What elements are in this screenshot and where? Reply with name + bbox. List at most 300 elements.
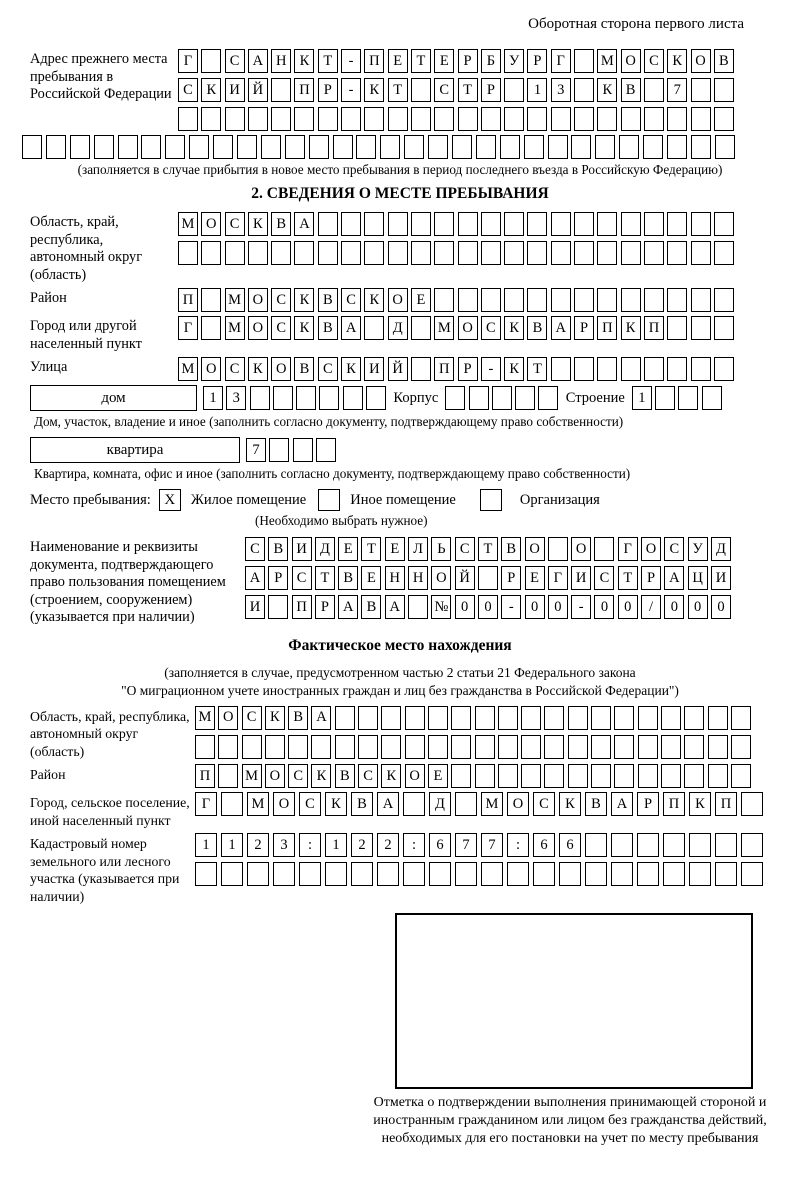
- char-box[interactable]: [504, 212, 524, 236]
- char-box[interactable]: [343, 386, 363, 410]
- char-box[interactable]: [380, 135, 400, 159]
- char-box[interactable]: М: [225, 288, 245, 312]
- char-box[interactable]: В: [288, 706, 308, 730]
- char-box[interactable]: [451, 764, 471, 788]
- char-box[interactable]: К: [559, 792, 581, 816]
- char-box[interactable]: [731, 764, 751, 788]
- char-box[interactable]: 3: [226, 386, 246, 410]
- char-box[interactable]: В: [351, 792, 373, 816]
- char-box[interactable]: [271, 241, 291, 265]
- char-box[interactable]: [644, 241, 664, 265]
- char-box[interactable]: К: [248, 212, 268, 236]
- char-box[interactable]: [504, 107, 524, 131]
- char-box[interactable]: [411, 241, 431, 265]
- char-box[interactable]: [285, 135, 305, 159]
- char-box[interactable]: [714, 357, 734, 381]
- char-box[interactable]: [429, 862, 451, 886]
- char-box[interactable]: [644, 357, 664, 381]
- char-box[interactable]: В: [714, 49, 734, 73]
- char-box[interactable]: Н: [408, 566, 428, 590]
- char-box[interactable]: [644, 212, 664, 236]
- char-box[interactable]: -: [481, 357, 501, 381]
- char-box[interactable]: [481, 288, 501, 312]
- char-box[interactable]: -: [571, 595, 591, 619]
- char-box[interactable]: [481, 241, 501, 265]
- char-box[interactable]: [388, 212, 408, 236]
- char-box[interactable]: [469, 386, 489, 410]
- char-box[interactable]: О: [248, 316, 268, 340]
- char-box[interactable]: [364, 241, 384, 265]
- char-box[interactable]: Н: [271, 49, 291, 73]
- char-box[interactable]: [458, 288, 478, 312]
- char-box[interactable]: [621, 288, 641, 312]
- char-box[interactable]: О: [458, 316, 478, 340]
- char-box[interactable]: [637, 833, 659, 857]
- char-box[interactable]: [411, 78, 431, 102]
- char-box[interactable]: [551, 288, 571, 312]
- char-box[interactable]: Д: [315, 537, 335, 561]
- char-box[interactable]: [451, 735, 471, 759]
- char-box[interactable]: [178, 107, 198, 131]
- char-box[interactable]: К: [294, 288, 314, 312]
- char-box[interactable]: [559, 862, 581, 886]
- char-box[interactable]: 3: [273, 833, 295, 857]
- char-box[interactable]: А: [611, 792, 633, 816]
- char-box[interactable]: Р: [501, 566, 521, 590]
- char-box[interactable]: [458, 241, 478, 265]
- char-box[interactable]: [141, 135, 161, 159]
- char-box[interactable]: [691, 241, 711, 265]
- char-box[interactable]: [621, 241, 641, 265]
- char-box[interactable]: О: [271, 357, 291, 381]
- char-box[interactable]: В: [361, 595, 381, 619]
- char-box[interactable]: [621, 107, 641, 131]
- char-box[interactable]: [533, 862, 555, 886]
- char-box[interactable]: [325, 862, 347, 886]
- char-box[interactable]: [667, 107, 687, 131]
- char-box[interactable]: [691, 357, 711, 381]
- char-box[interactable]: [358, 735, 378, 759]
- char-box[interactable]: [611, 862, 633, 886]
- char-box[interactable]: Г: [551, 49, 571, 73]
- char-box[interactable]: [667, 212, 687, 236]
- char-box[interactable]: О: [218, 706, 238, 730]
- char-box[interactable]: [585, 862, 607, 886]
- char-box[interactable]: В: [271, 212, 291, 236]
- char-box[interactable]: К: [248, 357, 268, 381]
- char-box[interactable]: [318, 107, 338, 131]
- char-box[interactable]: С: [341, 288, 361, 312]
- char-box[interactable]: [621, 357, 641, 381]
- char-box[interactable]: [405, 735, 425, 759]
- char-box[interactable]: [316, 438, 336, 462]
- char-box[interactable]: О: [248, 288, 268, 312]
- char-box[interactable]: [341, 107, 361, 131]
- char-box[interactable]: [481, 862, 503, 886]
- char-box[interactable]: Т: [315, 566, 335, 590]
- char-box[interactable]: [221, 792, 243, 816]
- char-box[interactable]: [218, 735, 238, 759]
- char-box[interactable]: [411, 107, 431, 131]
- char-box[interactable]: [663, 833, 685, 857]
- char-box[interactable]: С: [288, 764, 308, 788]
- char-box[interactable]: А: [551, 316, 571, 340]
- char-box[interactable]: [691, 212, 711, 236]
- char-box[interactable]: [714, 212, 734, 236]
- char-box[interactable]: 3: [551, 78, 571, 102]
- char-box[interactable]: К: [364, 288, 384, 312]
- char-box[interactable]: [544, 735, 564, 759]
- char-box[interactable]: И: [571, 566, 591, 590]
- char-box[interactable]: П: [292, 595, 312, 619]
- char-box[interactable]: [521, 764, 541, 788]
- char-box[interactable]: 2: [351, 833, 373, 857]
- char-box[interactable]: [597, 212, 617, 236]
- char-box[interactable]: [364, 316, 384, 340]
- char-box[interactable]: М: [178, 212, 198, 236]
- char-box[interactable]: [524, 135, 544, 159]
- char-box[interactable]: [597, 288, 617, 312]
- char-box[interactable]: В: [294, 357, 314, 381]
- char-box[interactable]: [381, 735, 401, 759]
- char-box[interactable]: [715, 862, 737, 886]
- char-box[interactable]: Д: [711, 537, 731, 561]
- char-box[interactable]: [445, 386, 465, 410]
- char-box[interactable]: [574, 212, 594, 236]
- char-box[interactable]: [288, 735, 308, 759]
- char-box[interactable]: [714, 241, 734, 265]
- char-box[interactable]: В: [318, 288, 338, 312]
- char-box[interactable]: :: [507, 833, 529, 857]
- char-box[interactable]: [597, 357, 617, 381]
- char-box[interactable]: [702, 386, 722, 410]
- char-box[interactable]: 7: [455, 833, 477, 857]
- char-box[interactable]: [714, 288, 734, 312]
- char-box[interactable]: С: [225, 212, 245, 236]
- char-box[interactable]: [619, 135, 639, 159]
- char-box[interactable]: М: [434, 316, 454, 340]
- char-box[interactable]: [213, 135, 233, 159]
- char-box[interactable]: А: [248, 49, 268, 73]
- char-box[interactable]: И: [225, 78, 245, 102]
- char-box[interactable]: [452, 135, 472, 159]
- char-box[interactable]: И: [711, 566, 731, 590]
- char-box[interactable]: [551, 241, 571, 265]
- char-box[interactable]: [691, 316, 711, 340]
- char-box[interactable]: Т: [458, 78, 478, 102]
- char-box[interactable]: [434, 107, 454, 131]
- char-box[interactable]: Г: [548, 566, 568, 590]
- char-box[interactable]: [388, 241, 408, 265]
- char-box[interactable]: [684, 706, 704, 730]
- char-box[interactable]: 2: [377, 833, 399, 857]
- char-box[interactable]: Е: [411, 288, 431, 312]
- char-box[interactable]: [684, 764, 704, 788]
- char-box[interactable]: В: [501, 537, 521, 561]
- char-box[interactable]: О: [571, 537, 591, 561]
- char-box[interactable]: 0: [688, 595, 708, 619]
- char-box[interactable]: [661, 735, 681, 759]
- char-box[interactable]: [475, 735, 495, 759]
- char-box[interactable]: К: [689, 792, 711, 816]
- char-box[interactable]: [189, 135, 209, 159]
- char-box[interactable]: [335, 706, 355, 730]
- char-box[interactable]: А: [385, 595, 405, 619]
- char-box[interactable]: Р: [641, 566, 661, 590]
- char-box[interactable]: [498, 764, 518, 788]
- char-box[interactable]: [358, 706, 378, 730]
- char-box[interactable]: [273, 386, 293, 410]
- char-box[interactable]: 1: [325, 833, 347, 857]
- char-box[interactable]: [667, 316, 687, 340]
- char-box[interactable]: 1: [632, 386, 652, 410]
- char-box[interactable]: [318, 212, 338, 236]
- char-box[interactable]: О: [431, 566, 451, 590]
- char-box[interactable]: Р: [574, 316, 594, 340]
- char-box[interactable]: [591, 706, 611, 730]
- char-box[interactable]: [667, 135, 687, 159]
- char-box[interactable]: К: [504, 357, 524, 381]
- char-box[interactable]: [597, 241, 617, 265]
- char-box[interactable]: [551, 212, 571, 236]
- char-box[interactable]: С: [225, 357, 245, 381]
- char-box[interactable]: 0: [525, 595, 545, 619]
- char-box[interactable]: О: [265, 764, 285, 788]
- char-box[interactable]: [403, 792, 425, 816]
- char-box[interactable]: [731, 706, 751, 730]
- char-box[interactable]: [475, 706, 495, 730]
- char-box[interactable]: [527, 107, 547, 131]
- char-box[interactable]: [521, 706, 541, 730]
- char-box[interactable]: Г: [178, 316, 198, 340]
- char-box[interactable]: [507, 862, 529, 886]
- char-box[interactable]: [568, 735, 588, 759]
- char-box[interactable]: Р: [318, 78, 338, 102]
- char-box[interactable]: [691, 107, 711, 131]
- char-box[interactable]: [451, 706, 471, 730]
- char-box[interactable]: М: [242, 764, 262, 788]
- char-box[interactable]: [614, 735, 634, 759]
- char-box[interactable]: И: [364, 357, 384, 381]
- char-box[interactable]: [318, 241, 338, 265]
- char-box[interactable]: С: [533, 792, 555, 816]
- char-box[interactable]: [498, 735, 518, 759]
- char-box[interactable]: В: [585, 792, 607, 816]
- char-box[interactable]: [411, 357, 431, 381]
- char-box[interactable]: С: [299, 792, 321, 816]
- char-box[interactable]: А: [341, 316, 361, 340]
- char-box[interactable]: [574, 107, 594, 131]
- char-box[interactable]: [364, 107, 384, 131]
- char-box[interactable]: [644, 78, 664, 102]
- char-box[interactable]: [404, 135, 424, 159]
- char-box[interactable]: Р: [458, 357, 478, 381]
- char-box[interactable]: [388, 107, 408, 131]
- char-box[interactable]: И: [245, 595, 265, 619]
- char-box[interactable]: [411, 316, 431, 340]
- char-box[interactable]: [428, 135, 448, 159]
- char-box[interactable]: [341, 212, 361, 236]
- char-box[interactable]: [597, 107, 617, 131]
- char-box[interactable]: [296, 386, 316, 410]
- char-box[interactable]: [351, 862, 373, 886]
- char-box[interactable]: /: [641, 595, 661, 619]
- char-box[interactable]: [574, 241, 594, 265]
- char-box[interactable]: [667, 357, 687, 381]
- char-box[interactable]: [708, 706, 728, 730]
- char-box[interactable]: [411, 212, 431, 236]
- char-box[interactable]: О: [201, 357, 221, 381]
- char-box[interactable]: [492, 386, 512, 410]
- char-box[interactable]: М: [178, 357, 198, 381]
- char-box[interactable]: 0: [455, 595, 475, 619]
- char-box[interactable]: [377, 862, 399, 886]
- char-box[interactable]: К: [294, 49, 314, 73]
- char-box[interactable]: [341, 241, 361, 265]
- char-box[interactable]: А: [664, 566, 684, 590]
- char-box[interactable]: 6: [559, 833, 581, 857]
- char-box[interactable]: С: [271, 316, 291, 340]
- char-box[interactable]: [366, 386, 386, 410]
- char-box[interactable]: [201, 288, 221, 312]
- char-box[interactable]: В: [268, 537, 288, 561]
- char-box[interactable]: [237, 135, 257, 159]
- char-box[interactable]: [475, 764, 495, 788]
- char-box[interactable]: [319, 386, 339, 410]
- char-box[interactable]: Т: [318, 49, 338, 73]
- char-box[interactable]: [294, 107, 314, 131]
- char-box[interactable]: [271, 78, 291, 102]
- char-box[interactable]: 0: [664, 595, 684, 619]
- char-box[interactable]: С: [245, 537, 265, 561]
- char-box[interactable]: У: [504, 49, 524, 73]
- char-box[interactable]: [548, 135, 568, 159]
- char-box[interactable]: [273, 862, 295, 886]
- char-box[interactable]: Г: [178, 49, 198, 73]
- char-box[interactable]: [614, 706, 634, 730]
- char-box[interactable]: [571, 135, 591, 159]
- char-box[interactable]: [428, 706, 448, 730]
- char-box[interactable]: Е: [385, 537, 405, 561]
- char-box[interactable]: Л: [408, 537, 428, 561]
- char-box[interactable]: С: [434, 78, 454, 102]
- char-box[interactable]: [333, 135, 353, 159]
- char-box[interactable]: Р: [527, 49, 547, 73]
- char-box[interactable]: С: [455, 537, 475, 561]
- char-box[interactable]: 1: [203, 386, 223, 410]
- char-box[interactable]: [621, 212, 641, 236]
- char-box[interactable]: Ь: [431, 537, 451, 561]
- char-box[interactable]: [434, 288, 454, 312]
- char-box[interactable]: [478, 566, 498, 590]
- char-box[interactable]: Р: [637, 792, 659, 816]
- char-box[interactable]: [644, 288, 664, 312]
- char-box[interactable]: [455, 862, 477, 886]
- char-box[interactable]: №: [431, 595, 451, 619]
- char-box[interactable]: Е: [361, 566, 381, 590]
- char-box[interactable]: [481, 212, 501, 236]
- char-box[interactable]: [594, 537, 614, 561]
- char-box[interactable]: К: [364, 78, 384, 102]
- char-box[interactable]: [691, 288, 711, 312]
- char-box[interactable]: [221, 862, 243, 886]
- char-box[interactable]: [714, 78, 734, 102]
- char-box[interactable]: К: [504, 316, 524, 340]
- char-box[interactable]: [574, 288, 594, 312]
- char-box[interactable]: [118, 135, 138, 159]
- char-box[interactable]: [644, 107, 664, 131]
- char-box[interactable]: К: [294, 316, 314, 340]
- char-box[interactable]: К: [597, 78, 617, 102]
- char-box[interactable]: [691, 78, 711, 102]
- char-box[interactable]: [527, 288, 547, 312]
- char-box[interactable]: -: [341, 78, 361, 102]
- char-box[interactable]: У: [688, 537, 708, 561]
- char-box[interactable]: [309, 135, 329, 159]
- char-box[interactable]: [708, 735, 728, 759]
- char-box[interactable]: [611, 833, 633, 857]
- char-box[interactable]: [667, 288, 687, 312]
- char-box[interactable]: Д: [388, 316, 408, 340]
- char-box[interactable]: [637, 862, 659, 886]
- char-box[interactable]: [568, 764, 588, 788]
- char-box[interactable]: [544, 706, 564, 730]
- char-box[interactable]: [551, 107, 571, 131]
- char-box[interactable]: С: [242, 706, 262, 730]
- char-box[interactable]: Й: [388, 357, 408, 381]
- char-box[interactable]: [201, 49, 221, 73]
- char-box[interactable]: [405, 706, 425, 730]
- char-box[interactable]: [684, 735, 704, 759]
- char-box[interactable]: [242, 735, 262, 759]
- char-box[interactable]: [638, 735, 658, 759]
- char-box[interactable]: П: [715, 792, 737, 816]
- char-box[interactable]: 0: [548, 595, 568, 619]
- char-box[interactable]: [521, 735, 541, 759]
- char-box[interactable]: С: [318, 357, 338, 381]
- char-box[interactable]: 0: [711, 595, 731, 619]
- char-box[interactable]: К: [381, 764, 401, 788]
- char-box[interactable]: П: [644, 316, 664, 340]
- checkbox-zhiloe[interactable]: [159, 489, 181, 511]
- char-box[interactable]: [403, 862, 425, 886]
- char-box[interactable]: О: [201, 212, 221, 236]
- char-box[interactable]: [614, 764, 634, 788]
- char-box[interactable]: О: [405, 764, 425, 788]
- char-box[interactable]: П: [434, 357, 454, 381]
- char-box[interactable]: [667, 241, 687, 265]
- char-box[interactable]: [741, 862, 763, 886]
- char-box[interactable]: Й: [455, 566, 475, 590]
- char-box[interactable]: О: [641, 537, 661, 561]
- char-box[interactable]: К: [341, 357, 361, 381]
- char-box[interactable]: А: [245, 566, 265, 590]
- char-box[interactable]: [458, 107, 478, 131]
- char-box[interactable]: [574, 49, 594, 73]
- char-box[interactable]: Р: [268, 566, 288, 590]
- char-box[interactable]: [715, 833, 737, 857]
- char-box[interactable]: Е: [428, 764, 448, 788]
- char-box[interactable]: А: [377, 792, 399, 816]
- char-box[interactable]: [731, 735, 751, 759]
- char-box[interactable]: Г: [195, 792, 217, 816]
- char-box[interactable]: [515, 386, 535, 410]
- char-box[interactable]: [741, 833, 763, 857]
- char-box[interactable]: [538, 386, 558, 410]
- char-box[interactable]: [661, 706, 681, 730]
- char-box[interactable]: [591, 735, 611, 759]
- char-box[interactable]: [663, 862, 685, 886]
